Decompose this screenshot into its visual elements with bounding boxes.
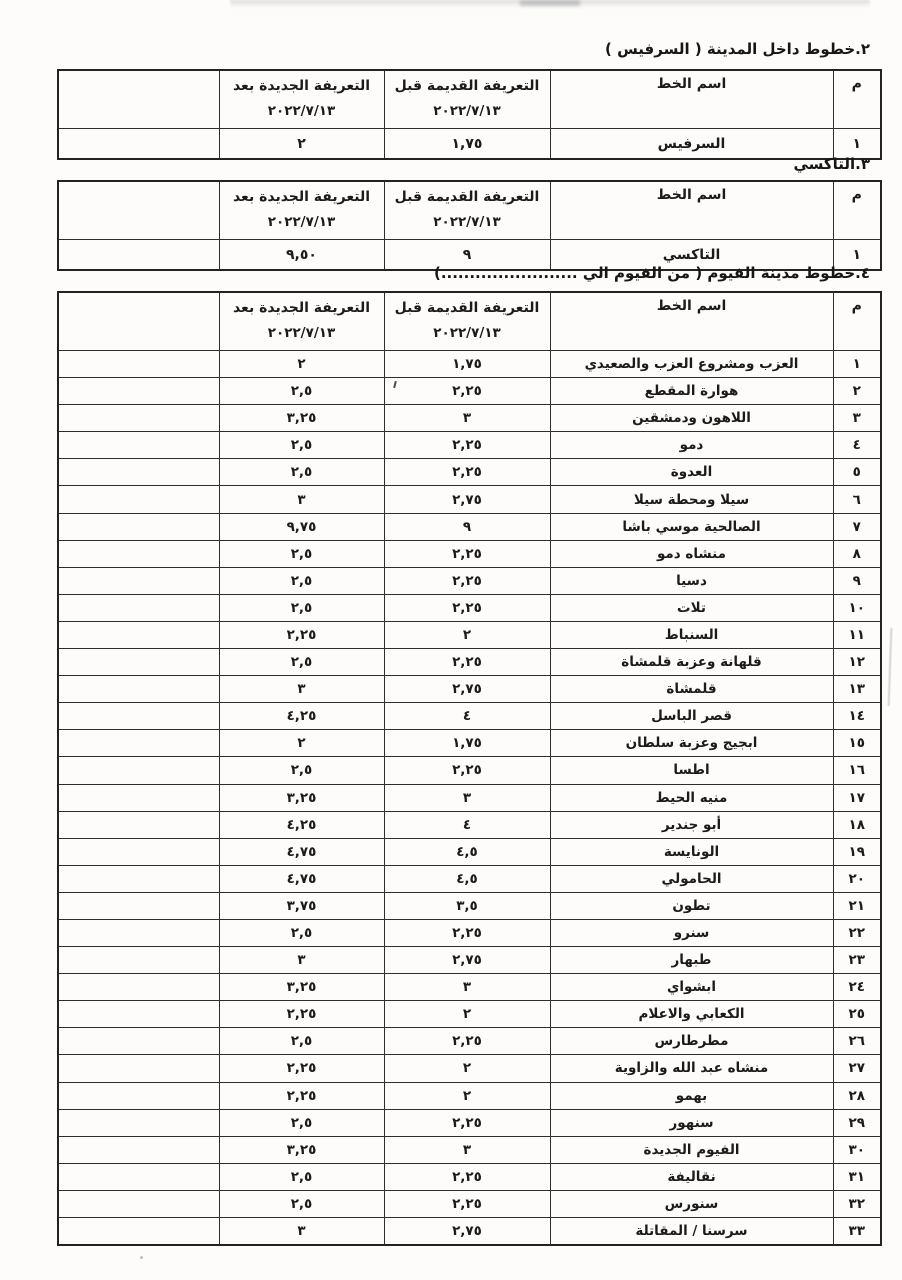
line-name-cell: العدوة xyxy=(550,459,833,486)
row-number-cell: ٤ xyxy=(833,432,881,459)
section-heading-city-service-lines: ٢.خطوط داخل المدينة ( السرفيس ) xyxy=(605,40,870,58)
old-tariff-cell: ٢,٢٥ xyxy=(384,919,550,946)
line-name-cell: منشاه دمو xyxy=(550,540,833,567)
line-name-cell: منيه الحيط xyxy=(550,784,833,811)
line-name-cell: سنورس xyxy=(550,1190,833,1217)
row-number-cell: ٦ xyxy=(833,486,881,513)
new-tariff-cell: ٣,٧٥ xyxy=(219,892,384,919)
old-tariff-date: ٢٠٢٢/٧/١٣ xyxy=(433,325,501,341)
line-name-cell: اطسا xyxy=(550,757,833,784)
line-name-cell: السنباط xyxy=(550,621,833,648)
blank-cell xyxy=(58,432,219,459)
blank-cell xyxy=(58,649,219,676)
line-name-cell: الصالحية موسي باشا xyxy=(550,513,833,540)
old-tariff-cell: ٢,٢٥ xyxy=(384,1028,550,1055)
line-name-cell: الحامولي xyxy=(550,865,833,892)
old-tariff-cell: ٢,٢٥ xyxy=(384,1109,550,1136)
scan-dot-artifact xyxy=(140,1256,143,1259)
new-tariff-cell: ٤,٧٥ xyxy=(219,838,384,865)
blank-cell xyxy=(58,947,219,974)
table-row xyxy=(58,378,881,405)
new-tariff-date: ٢٠٢٢/٧/١٣ xyxy=(267,103,336,119)
new-tariff-cell: ٢,٢٥ xyxy=(219,621,384,648)
old-tariff-cell: ٢ xyxy=(384,621,550,648)
new-tariff-cell: ٢,٥ xyxy=(219,1109,384,1136)
new-tariff-cell: ٣ xyxy=(219,676,384,703)
line-name-cell: التاكسي xyxy=(550,240,833,271)
old-tariff-label: التعريفة القديمة قبل xyxy=(394,189,540,205)
row-number-cell: ٣ xyxy=(833,405,881,432)
col-header-blank xyxy=(58,181,219,240)
new-tariff-cell: ٢,٥ xyxy=(219,757,384,784)
blank-cell xyxy=(58,784,219,811)
old-tariff-cell: ٤ xyxy=(384,811,550,838)
blank-cell xyxy=(58,703,219,730)
blank-cell xyxy=(58,892,219,919)
row-number-cell: ٢٢ xyxy=(833,919,881,946)
new-tariff-cell: ٢,٥ xyxy=(219,649,384,676)
row-number-cell: ١٠ xyxy=(833,594,881,621)
blank-cell xyxy=(58,378,219,405)
old-tariff-cell: ٢ xyxy=(384,1001,550,1028)
col-header-line-name: اسم الخط xyxy=(550,292,833,351)
col-header-new-tariff xyxy=(219,181,384,240)
table-row xyxy=(58,129,881,160)
new-tariff-date: ٢٠٢٢/٧/١٣ xyxy=(267,214,336,230)
line-name-cell: دسيا xyxy=(550,567,833,594)
row-number-cell: ١٧ xyxy=(833,784,881,811)
table-row xyxy=(58,351,881,378)
blank-cell xyxy=(58,919,219,946)
new-tariff-label: التعريفة الجديدة بعد xyxy=(232,189,371,205)
line-name-cell: تلات xyxy=(550,594,833,621)
old-tariff-cell: ٢,٢٥ xyxy=(384,594,550,621)
table-row xyxy=(58,919,881,946)
blank-cell xyxy=(58,240,219,271)
old-tariff-cell: ٣ xyxy=(384,974,550,1001)
new-tariff-label: التعريفة الجديدة بعد xyxy=(232,78,371,94)
col-header-old-tariff xyxy=(384,181,550,240)
old-tariff-cell: ٢,٢٥ xyxy=(384,378,550,405)
new-tariff-cell: ٢,٥ xyxy=(219,919,384,946)
table-row xyxy=(58,974,881,1001)
blank-cell xyxy=(58,1001,219,1028)
old-tariff-date: ٢٠٢٢/٧/١٣ xyxy=(433,103,501,119)
new-tariff-cell: ٢,٥ xyxy=(219,1163,384,1190)
table-row xyxy=(58,1109,881,1136)
new-tariff-cell: ٢,٥ xyxy=(219,432,384,459)
old-tariff-cell: ٢ xyxy=(384,1055,550,1082)
old-tariff-cell: ٤ xyxy=(384,703,550,730)
row-number-cell: ٨ xyxy=(833,540,881,567)
line-name-cell: سنهور xyxy=(550,1109,833,1136)
line-name-cell: سيلا ومحطة سيلا xyxy=(550,486,833,513)
new-tariff-cell: ٢,٥ xyxy=(219,1190,384,1217)
row-number-cell: ٣٠ xyxy=(833,1136,881,1163)
blank-cell xyxy=(58,1082,219,1109)
new-tariff-cell: ٣ xyxy=(219,1218,384,1246)
line-name-cell: اللاهون ودمشقين xyxy=(550,405,833,432)
table-row xyxy=(58,892,881,919)
new-tariff-cell: ٣ xyxy=(219,947,384,974)
table-row xyxy=(58,1082,881,1109)
row-number-cell: ١٦ xyxy=(833,757,881,784)
table-row xyxy=(58,1001,881,1028)
row-number-cell: ١٤ xyxy=(833,703,881,730)
new-tariff-cell: ٤,٢٥ xyxy=(219,811,384,838)
row-number-cell: ٢٨ xyxy=(833,1082,881,1109)
row-number-cell: ٣٣ xyxy=(833,1218,881,1246)
table-row xyxy=(58,730,881,757)
row-number-cell: ٥ xyxy=(833,459,881,486)
col-header-old-tariff xyxy=(384,292,550,351)
table-row xyxy=(58,1055,881,1082)
row-number-cell: ٢٣ xyxy=(833,947,881,974)
row-number-cell: ٢ xyxy=(833,378,881,405)
old-tariff-label: التعريفة القديمة قبل xyxy=(394,78,540,94)
col-header-row-number: م xyxy=(833,181,881,240)
col-header-new-tariff xyxy=(219,292,384,351)
line-name-cell: منشاه عبد الله والزاوية xyxy=(550,1055,833,1082)
new-tariff-cell: ٣,٢٥ xyxy=(219,784,384,811)
new-tariff-cell: ٢,٢٥ xyxy=(219,1001,384,1028)
table-row xyxy=(58,1163,881,1190)
table-row xyxy=(58,676,881,703)
line-name-cell: طبهار xyxy=(550,947,833,974)
new-tariff-cell: ٩,٧٥ xyxy=(219,513,384,540)
table-row xyxy=(58,757,881,784)
row-number-cell: ١٢ xyxy=(833,649,881,676)
old-tariff-cell: ٣,٥ xyxy=(384,892,550,919)
row-number-cell: ١ xyxy=(833,351,881,378)
table-row xyxy=(58,811,881,838)
old-tariff-cell: ٢,٢٥ xyxy=(384,649,550,676)
table-row xyxy=(58,649,881,676)
table-row xyxy=(58,1218,881,1246)
old-tariff-cell: ٢,٢٥ xyxy=(384,540,550,567)
table-row xyxy=(58,838,881,865)
line-name-cell: مطرطارس xyxy=(550,1028,833,1055)
fayoum-lines-fare-table xyxy=(57,291,882,1246)
blank-cell xyxy=(58,621,219,648)
row-number-cell: ٣١ xyxy=(833,1163,881,1190)
new-tariff-date: ٢٠٢٢/٧/١٣ xyxy=(267,325,336,341)
old-tariff-cell: ٩ xyxy=(384,240,550,271)
new-tariff-cell: ٤,٧٥ xyxy=(219,865,384,892)
row-number-cell: ٧ xyxy=(833,513,881,540)
old-tariff-cell: ٣ xyxy=(384,784,550,811)
table-row xyxy=(58,1136,881,1163)
line-name-cell: قصر الباسل xyxy=(550,703,833,730)
old-tariff-cell: ٢,٢٥ xyxy=(384,432,550,459)
new-tariff-cell: ٣,٢٥ xyxy=(219,1136,384,1163)
blank-cell xyxy=(58,730,219,757)
new-tariff-cell: ٩,٥٠ xyxy=(219,240,384,271)
new-tariff-cell: ٣,٢٥ xyxy=(219,974,384,1001)
line-name-cell: سنرو xyxy=(550,919,833,946)
old-tariff-cell: ٢,٢٥ xyxy=(384,757,550,784)
section-heading-taxi: ٣.التاكسي xyxy=(793,155,870,173)
row-number-cell: ١٣ xyxy=(833,676,881,703)
old-tariff-date: ٢٠٢٢/٧/١٣ xyxy=(433,214,501,230)
blank-cell xyxy=(58,486,219,513)
new-tariff-cell: ٢ xyxy=(219,129,384,160)
new-tariff-cell: ٢,٥ xyxy=(219,1028,384,1055)
old-tariff-cell: ٢,٢٥ xyxy=(384,567,550,594)
table-row xyxy=(58,405,881,432)
old-tariff-cell: ١,٧٥ xyxy=(384,730,550,757)
table-row xyxy=(58,459,881,486)
table-header-row xyxy=(58,181,881,240)
blank-cell xyxy=(58,1109,219,1136)
row-number-cell: ٢١ xyxy=(833,892,881,919)
table-row xyxy=(58,784,881,811)
blank-cell xyxy=(58,540,219,567)
blank-cell xyxy=(58,459,219,486)
old-tariff-cell: ٢,٢٥ xyxy=(384,459,550,486)
service-fare-table xyxy=(57,69,882,160)
table-row xyxy=(58,432,881,459)
table-row xyxy=(58,594,881,621)
line-name-cell: العزب ومشروع العزب والصعيدي xyxy=(550,351,833,378)
scan-smudge xyxy=(520,0,580,6)
old-tariff-cell: ٩ xyxy=(384,513,550,540)
scan-smudge xyxy=(230,0,870,9)
row-number-cell: ١٨ xyxy=(833,811,881,838)
col-header-line-name: اسم الخط xyxy=(550,70,833,129)
line-name-cell: الكعابي والاعلام xyxy=(550,1001,833,1028)
line-name-cell: نقاليفة xyxy=(550,1163,833,1190)
blank-cell xyxy=(58,567,219,594)
blank-cell xyxy=(58,838,219,865)
line-name-cell: بهمو xyxy=(550,1082,833,1109)
old-tariff-cell: ٣ xyxy=(384,1136,550,1163)
old-tariff-cell: ٢,٧٥ xyxy=(384,947,550,974)
table-row xyxy=(58,486,881,513)
blank-cell xyxy=(58,1136,219,1163)
old-tariff-cell: ٤,٥ xyxy=(384,838,550,865)
new-tariff-cell: ٢,٥ xyxy=(219,459,384,486)
blank-cell xyxy=(58,757,219,784)
table-row xyxy=(58,567,881,594)
line-name-cell: ابجيج وعزبة سلطان xyxy=(550,730,833,757)
new-tariff-label: التعريفة الجديدة بعد xyxy=(232,300,371,316)
blank-cell xyxy=(58,594,219,621)
row-number-cell: ٢٦ xyxy=(833,1028,881,1055)
line-name-cell: سرسنا / المقاتلة xyxy=(550,1218,833,1246)
row-number-cell: ٩ xyxy=(833,567,881,594)
line-name-cell: دمو xyxy=(550,432,833,459)
table-row xyxy=(58,1028,881,1055)
col-header-blank xyxy=(58,292,219,351)
new-tariff-cell: ٢,٢٥ xyxy=(219,1055,384,1082)
blank-cell xyxy=(58,1218,219,1246)
col-header-old-tariff xyxy=(384,70,550,129)
table-row xyxy=(58,947,881,974)
old-tariff-cell: ١,٧٥ xyxy=(384,351,550,378)
table-row xyxy=(58,540,881,567)
blank-cell xyxy=(58,405,219,432)
taxi-fare-table xyxy=(57,180,882,271)
old-tariff-cell: ٢,٢٥ xyxy=(384,1163,550,1190)
old-tariff-cell: ١,٧٥ xyxy=(384,129,550,160)
new-tariff-cell: ٢,٥ xyxy=(219,594,384,621)
row-number-cell: ٣٢ xyxy=(833,1190,881,1217)
blank-cell xyxy=(58,1055,219,1082)
col-header-blank xyxy=(58,70,219,129)
blank-cell xyxy=(58,513,219,540)
new-tariff-cell: ٣ xyxy=(219,486,384,513)
row-number-cell: ١ xyxy=(833,129,881,160)
blank-cell xyxy=(58,1028,219,1055)
row-number-cell: ٢٧ xyxy=(833,1055,881,1082)
line-name-cell: الونايسة xyxy=(550,838,833,865)
row-number-cell: ٢٠ xyxy=(833,865,881,892)
table-row xyxy=(58,703,881,730)
blank-cell xyxy=(58,1163,219,1190)
blank-cell xyxy=(58,676,219,703)
old-tariff-cell: ٢,٢٥ xyxy=(384,1190,550,1217)
section-heading-fayoum-city-lines: ٤.خطوط مدينة الفيوم ( من الفيوم الي ........................) xyxy=(433,264,870,282)
blank-cell xyxy=(58,865,219,892)
table-row xyxy=(58,621,881,648)
line-name-cell: ابشواي xyxy=(550,974,833,1001)
col-header-line-name: اسم الخط xyxy=(550,181,833,240)
old-tariff-cell: ٢,٧٥ xyxy=(384,1218,550,1246)
col-header-row-number: م xyxy=(833,70,881,129)
table-header-row xyxy=(58,292,881,351)
old-tariff-cell: ٣ xyxy=(384,405,550,432)
table-header-row xyxy=(58,70,881,129)
blank-cell xyxy=(58,974,219,1001)
new-tariff-cell: ٤,٢٥ xyxy=(219,703,384,730)
row-number-cell: ١ xyxy=(833,240,881,271)
blank-cell xyxy=(58,1190,219,1217)
new-tariff-cell: ٣,٢٥ xyxy=(219,405,384,432)
table-row xyxy=(58,865,881,892)
row-number-cell: ٢٩ xyxy=(833,1109,881,1136)
old-tariff-cell: ٤,٥ xyxy=(384,865,550,892)
old-tariff-label: التعريفة القديمة قبل xyxy=(394,300,540,316)
new-tariff-cell: ٢ xyxy=(219,730,384,757)
scan-edge-artifact xyxy=(888,628,893,706)
col-header-row-number: م xyxy=(833,292,881,351)
new-tariff-cell: ٢,٥ xyxy=(219,540,384,567)
col-header-new-tariff xyxy=(219,70,384,129)
old-tariff-cell: ٢,٧٥ xyxy=(384,486,550,513)
row-number-cell: ٢٥ xyxy=(833,1001,881,1028)
table-row xyxy=(58,1190,881,1217)
new-tariff-cell: ٢,٥ xyxy=(219,378,384,405)
blank-cell xyxy=(58,811,219,838)
line-name-cell: السرفيس xyxy=(550,129,833,160)
line-name-cell: الفيوم الجديدة xyxy=(550,1136,833,1163)
row-number-cell: ١٩ xyxy=(833,838,881,865)
line-name-cell: أبو جندير xyxy=(550,811,833,838)
line-name-cell: تطون xyxy=(550,892,833,919)
old-tariff-cell: ٢,٧٥ xyxy=(384,676,550,703)
row-number-cell: ١١ xyxy=(833,621,881,648)
new-tariff-cell: ٢,٢٥ xyxy=(219,1082,384,1109)
blank-cell xyxy=(58,129,219,160)
row-number-cell: ١٥ xyxy=(833,730,881,757)
blank-cell xyxy=(58,351,219,378)
new-tariff-cell: ٢,٥ xyxy=(219,567,384,594)
line-name-cell: هوارة المقطع xyxy=(550,378,833,405)
line-name-cell: قلمشاة xyxy=(550,676,833,703)
new-tariff-cell: ٢ xyxy=(219,351,384,378)
line-name-cell: قلهانة وعزبة قلمشاة xyxy=(550,649,833,676)
table-row xyxy=(58,513,881,540)
old-tariff-cell: ٢ xyxy=(384,1082,550,1109)
row-number-cell: ٢٤ xyxy=(833,974,881,1001)
